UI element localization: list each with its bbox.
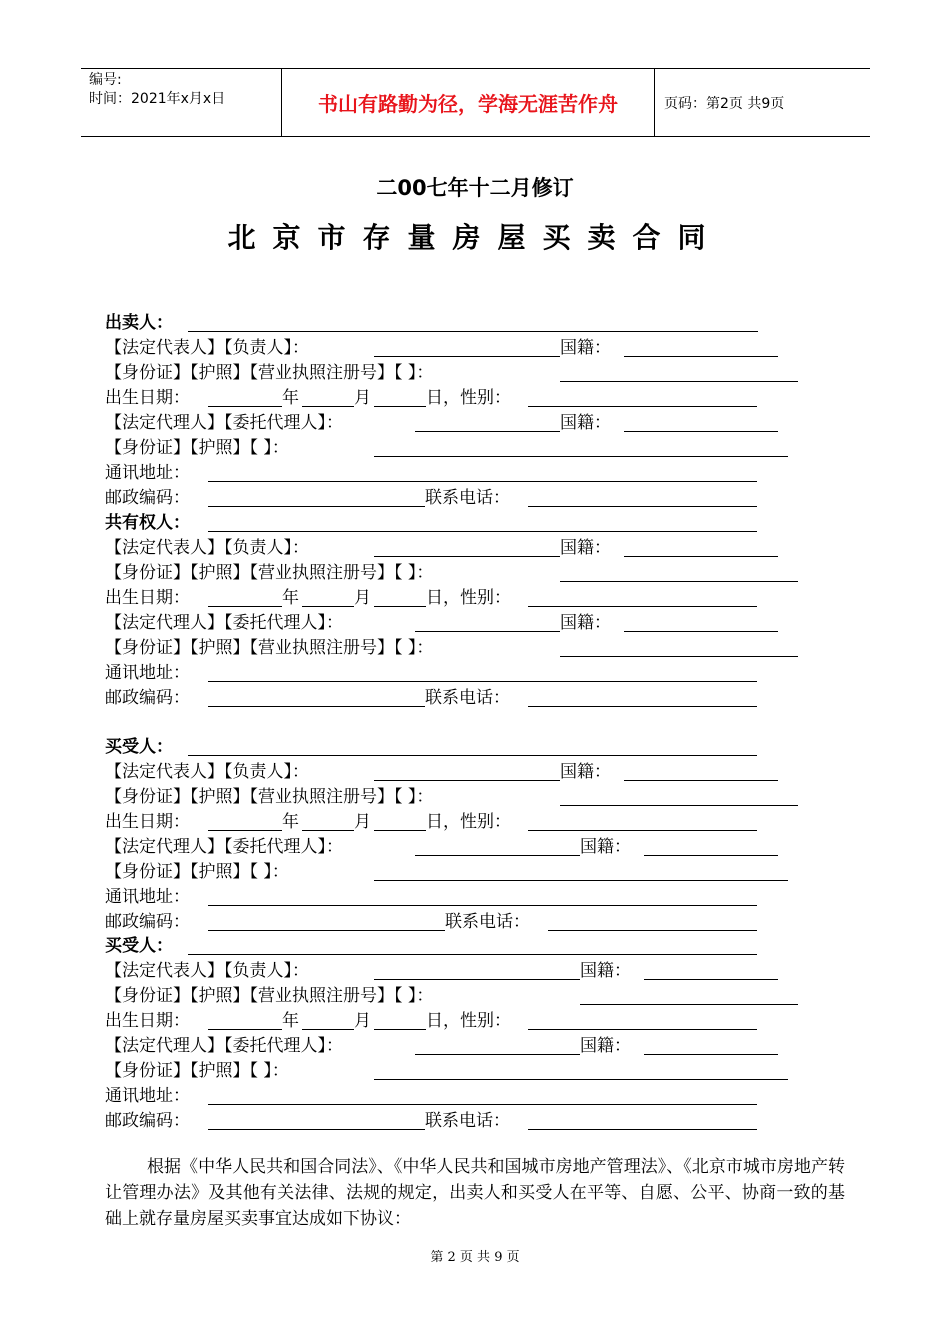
header-page-number: 页码：第2页 共9页 bbox=[664, 95, 785, 112]
blank-field[interactable] bbox=[374, 830, 426, 831]
field-label-legal-rep: 【法定代表人】【负责人】： bbox=[105, 961, 309, 981]
field-label-legal-rep: 【法定代表人】【负责人】： bbox=[105, 762, 309, 782]
blank-field[interactable] bbox=[528, 506, 757, 507]
field-label-id-full: 【身份证】【护照】【营业执照注册号】【 】： bbox=[105, 563, 434, 583]
field-label-birth: 出生日期： bbox=[105, 588, 190, 608]
blank-field[interactable] bbox=[302, 830, 354, 831]
blank-field[interactable] bbox=[208, 606, 282, 607]
field-label-co-owner: 共有权人： bbox=[105, 513, 190, 533]
blank-field[interactable] bbox=[208, 930, 445, 931]
field-label-day: 日，性别： bbox=[426, 812, 511, 832]
blank-field[interactable] bbox=[374, 556, 560, 557]
field-label-phone: 联系电话： bbox=[425, 1111, 510, 1131]
blank-field[interactable] bbox=[528, 1129, 757, 1130]
field-label-nationality: 国籍： bbox=[560, 413, 611, 433]
contract-title: 北京市存量房屋买卖合同 bbox=[227, 221, 723, 254]
field-label-day: 日，性别： bbox=[426, 1011, 511, 1031]
field-label-birth: 出生日期： bbox=[105, 388, 190, 408]
field-label-nationality: 国籍： bbox=[580, 961, 631, 981]
field-label-address: 通讯地址： bbox=[105, 663, 190, 683]
blank-field[interactable] bbox=[208, 506, 425, 507]
blank-field[interactable] bbox=[374, 979, 580, 980]
blank-field[interactable] bbox=[644, 1054, 778, 1055]
blank-field[interactable] bbox=[208, 531, 757, 532]
field-label-birth: 出生日期： bbox=[105, 812, 190, 832]
blank-field[interactable] bbox=[208, 1129, 425, 1130]
blank-field[interactable] bbox=[415, 855, 580, 856]
header-meta-cell bbox=[81, 69, 282, 136]
blank-field[interactable] bbox=[208, 830, 282, 831]
blank-field[interactable] bbox=[188, 954, 757, 955]
blank-field[interactable] bbox=[560, 656, 798, 657]
blank-field[interactable] bbox=[374, 880, 788, 881]
blank-field[interactable] bbox=[528, 706, 757, 707]
blank-field[interactable] bbox=[208, 706, 425, 707]
field-label-month: 月 bbox=[354, 812, 371, 832]
field-label-day: 日，性别： bbox=[426, 588, 511, 608]
field-label-phone: 联系电话： bbox=[425, 688, 510, 708]
field-label-legal-rep: 【法定代表人】【负责人】： bbox=[105, 338, 309, 358]
field-label-address: 通讯地址： bbox=[105, 463, 190, 483]
blank-field[interactable] bbox=[580, 1004, 798, 1005]
blank-field[interactable] bbox=[208, 1104, 757, 1105]
blank-field[interactable] bbox=[644, 855, 778, 856]
field-label-id-full: 【身份证】【护照】【营业执照注册号】【 】： bbox=[105, 787, 434, 807]
blank-field[interactable] bbox=[208, 1029, 282, 1030]
field-label-seller: 出卖人： bbox=[105, 313, 173, 333]
field-label-address: 通讯地址： bbox=[105, 887, 190, 907]
page-footer: 第 2 页 共 9 页 bbox=[430, 1250, 520, 1265]
blank-field[interactable] bbox=[208, 905, 757, 906]
blank-field[interactable] bbox=[528, 606, 757, 607]
field-label-day: 日，性别： bbox=[426, 388, 511, 408]
field-label-postcode: 邮政编码： bbox=[105, 912, 190, 932]
blank-field[interactable] bbox=[528, 406, 757, 407]
field-label-address: 通讯地址： bbox=[105, 1086, 190, 1106]
blank-field[interactable] bbox=[415, 631, 560, 632]
field-label-nationality: 国籍： bbox=[580, 837, 631, 857]
field-label-nationality: 国籍： bbox=[560, 762, 611, 782]
field-label-buyer: 买受人： bbox=[105, 936, 173, 956]
field-label-month: 月 bbox=[354, 388, 371, 408]
field-label-year: 年 bbox=[282, 812, 299, 832]
blank-field[interactable] bbox=[208, 481, 757, 482]
blank-field[interactable] bbox=[528, 830, 757, 831]
blank-field[interactable] bbox=[374, 456, 788, 457]
field-label-agent: 【法定代理人】【委托代理人】： bbox=[105, 613, 343, 633]
blank-field[interactable] bbox=[374, 406, 426, 407]
blank-field[interactable] bbox=[415, 431, 560, 432]
field-label-postcode: 邮政编码： bbox=[105, 488, 190, 508]
blank-field[interactable] bbox=[624, 556, 778, 557]
document-date-label: 时间：2021年x月x日 bbox=[89, 91, 226, 107]
field-label-id-short: 【身份证】【护照】【 】： bbox=[105, 862, 289, 882]
field-label-id-short: 【身份证】【护照】【 】： bbox=[105, 1061, 289, 1081]
header-motto: 书山有路勤为径，学海无涯苦作舟 bbox=[282, 69, 655, 136]
field-label-id-full: 【身份证】【护照】【营业执照注册号】【 】： bbox=[105, 638, 434, 658]
field-label-agent: 【法定代理人】【委托代理人】： bbox=[105, 413, 343, 433]
blank-field[interactable] bbox=[208, 406, 282, 407]
field-label-month: 月 bbox=[354, 588, 371, 608]
blank-field[interactable] bbox=[624, 356, 778, 357]
blank-field[interactable] bbox=[374, 606, 426, 607]
field-label-nationality: 国籍： bbox=[560, 338, 611, 358]
blank-field[interactable] bbox=[374, 1029, 426, 1030]
blank-field[interactable] bbox=[624, 780, 778, 781]
blank-field[interactable] bbox=[208, 681, 757, 682]
blank-field[interactable] bbox=[624, 431, 778, 432]
field-label-agent: 【法定代理人】【委托代理人】： bbox=[105, 837, 343, 857]
field-label-agent: 【法定代理人】【委托代理人】： bbox=[105, 1036, 343, 1056]
field-label-nationality: 国籍： bbox=[580, 1036, 631, 1056]
blank-field[interactable] bbox=[188, 331, 758, 332]
revision-subtitle: 二00七年十二月修订 bbox=[376, 176, 574, 200]
blank-field[interactable] bbox=[644, 979, 778, 980]
blank-field[interactable] bbox=[302, 406, 354, 407]
blank-field[interactable] bbox=[560, 805, 798, 806]
blank-field[interactable] bbox=[302, 1029, 354, 1030]
blank-field[interactable] bbox=[188, 755, 757, 756]
field-label-year: 年 bbox=[282, 588, 299, 608]
field-label-id-full: 【身份证】【护照】【营业执照注册号】【 】： bbox=[105, 363, 434, 383]
blank-field[interactable] bbox=[560, 381, 798, 382]
field-label-id-full: 【身份证】【护照】【营业执照注册号】【 】： bbox=[105, 986, 434, 1006]
field-label-phone: 联系电话： bbox=[445, 912, 530, 932]
field-label-postcode: 邮政编码： bbox=[105, 688, 190, 708]
blank-field[interactable] bbox=[374, 780, 560, 781]
blank-field[interactable] bbox=[302, 606, 354, 607]
field-label-postcode: 邮政编码： bbox=[105, 1111, 190, 1131]
field-label-phone: 联系电话： bbox=[425, 488, 510, 508]
blank-field[interactable] bbox=[374, 356, 560, 357]
blank-field[interactable] bbox=[548, 930, 757, 931]
blank-field[interactable] bbox=[374, 1079, 788, 1080]
contract-preamble: 根据《中华人民共和国合同法》、《中华人民共和国城市房地产管理法》、《北京市城市房地产转让管理办法》及其他有关法律、法规的规定，出卖人和买受人在平等、自愿、公平、协商一致的基础上就存量房屋买卖事宜达成如下协议： bbox=[105, 1157, 845, 1229]
field-label-legal-rep: 【法定代表人】【负责人】： bbox=[105, 538, 309, 558]
field-label-year: 年 bbox=[282, 388, 299, 408]
field-label-id-short: 【身份证】【护照】【 】： bbox=[105, 438, 289, 458]
document-number-label: 编号: bbox=[89, 72, 122, 88]
field-label-year: 年 bbox=[282, 1011, 299, 1031]
blank-field[interactable] bbox=[528, 1029, 757, 1030]
field-label-buyer: 买受人： bbox=[105, 737, 173, 757]
field-label-birth: 出生日期： bbox=[105, 1011, 190, 1031]
page-header-table bbox=[81, 68, 870, 137]
blank-field[interactable] bbox=[624, 631, 778, 632]
field-label-nationality: 国籍： bbox=[560, 538, 611, 558]
field-label-month: 月 bbox=[354, 1011, 371, 1031]
blank-field[interactable] bbox=[415, 1054, 580, 1055]
blank-field[interactable] bbox=[560, 581, 798, 582]
field-label-nationality: 国籍： bbox=[560, 613, 611, 633]
